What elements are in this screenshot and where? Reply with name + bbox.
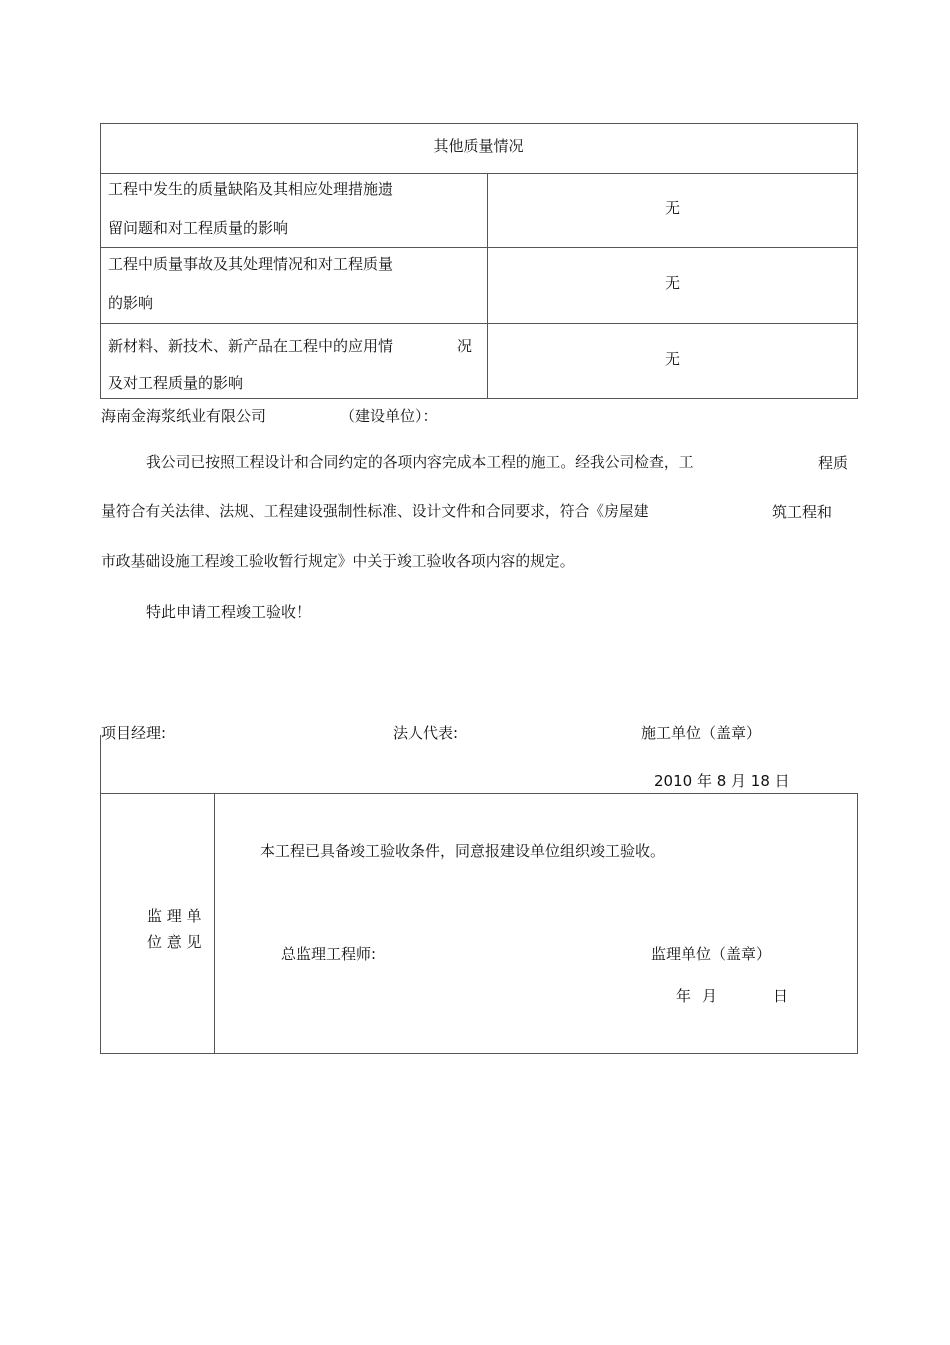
supervision-label: 监 理 单	[147, 907, 202, 925]
row-label-line: 留问题和对工程质量的影响	[108, 219, 289, 237]
row-value: 无	[664, 199, 680, 217]
row-label-line: 况	[457, 337, 473, 355]
addressee: 海南金海浆纸业有限公司	[101, 407, 267, 425]
table-right-border	[857, 793, 858, 1054]
construction-seal-label: 施工单位（盖章）	[641, 724, 762, 742]
row-divider	[100, 323, 858, 324]
application-paragraph-line: 程质	[818, 454, 849, 472]
row-label-line: 的影响	[108, 294, 154, 312]
row-divider	[100, 173, 858, 174]
table-top-border	[100, 123, 858, 124]
row-value: 无	[664, 274, 680, 292]
application-paragraph-line: 市政基础设施工程竣工验收暂行规定》中关于竣工验收各项内容的规定。	[101, 553, 575, 570]
row-divider	[100, 398, 858, 399]
row-label-line: 工程中质量事故及其处理情况和对工程质量	[108, 255, 394, 273]
table-right-border	[857, 123, 858, 399]
project-manager-label: 项目经理:	[101, 724, 167, 742]
application-paragraph-line: 我公司已按照工程设计和合同约定的各项内容完成本工程的施工。经我公司检查，工	[146, 454, 694, 471]
table-left-border	[100, 123, 101, 399]
supervision-opinion: 本工程已具备竣工验收条件，同意报建设单位组织竣工验收。	[260, 842, 666, 860]
supervision-date-month: 月	[702, 987, 718, 1005]
row-divider	[100, 247, 858, 248]
section-title: 其他质量情况	[433, 137, 524, 155]
row-label-line: 新材料、新技术、新产品在工程中的应用情	[108, 337, 394, 355]
chief-engineer-label: 总监理工程师:	[281, 945, 377, 963]
supervision-seal-label: 监理单位（盖章）	[651, 945, 772, 963]
table-left-border	[100, 735, 101, 1054]
supervision-date-year: 年	[676, 987, 692, 1005]
application-paragraph-line: 筑工程和	[772, 503, 833, 521]
application-paragraph-line: 量符合有关法律、法规、工程建设强制性标准、设计文件和合同要求，符合《房屋建	[101, 503, 649, 520]
supervision-date-day: 日	[773, 987, 789, 1005]
addressee-role: （建设单位）：	[340, 407, 438, 425]
row-label-line: 工程中发生的质量缺陷及其相应处理措施遗	[108, 180, 394, 198]
legal-representative-label: 法人代表:	[393, 724, 459, 742]
construction-date: 2010 年 8 月 18 日	[654, 772, 790, 790]
row-value: 无	[664, 350, 680, 368]
application-request: 特此申请工程竣工验收！	[146, 603, 312, 621]
column-divider	[214, 793, 215, 1054]
row-label-line: 及对工程质量的影响	[108, 374, 244, 392]
supervision-label: 位 意 见	[147, 933, 202, 951]
